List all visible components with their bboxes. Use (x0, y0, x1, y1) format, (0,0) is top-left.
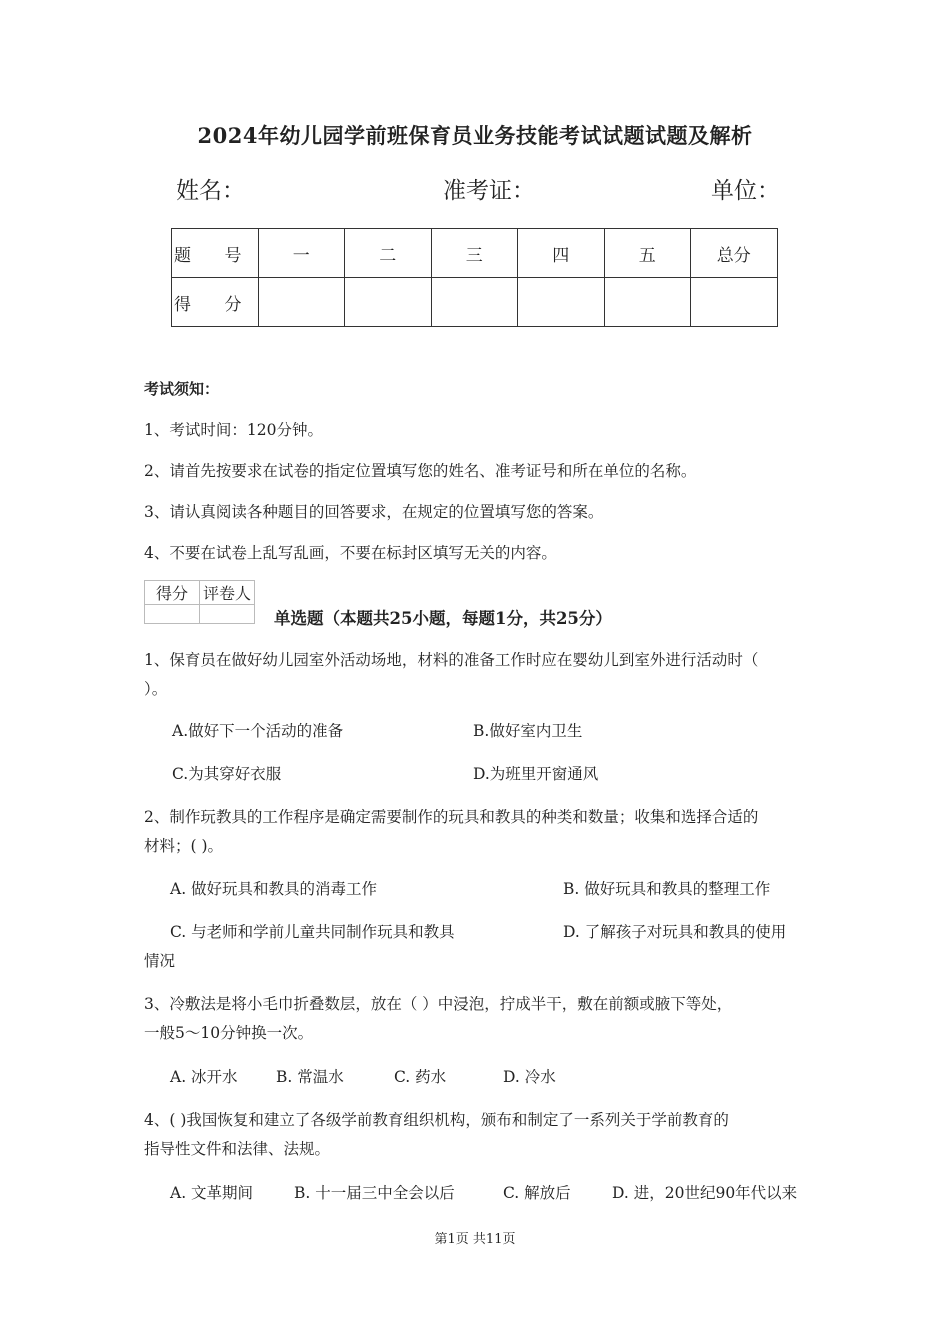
page-title: 2024年幼儿园学前班保育员业务技能考试试题试题及解析 (197, 123, 753, 148)
notice-item: 1、考试时间：120分钟。 (144, 421, 323, 439)
option-c: C. 解放后 (503, 1184, 571, 1202)
option-b: B. 常温水 (276, 1068, 344, 1086)
score-cell (431, 278, 518, 327)
section-title: 单选题（本题共25小题，每题1分，共25分） (274, 609, 612, 628)
question-text: 指导性文件和法律、法规。 (144, 1140, 331, 1158)
option-a: A. 冰开水 (170, 1068, 238, 1086)
option-d-continuation: 情况 (144, 952, 176, 970)
question-text: ）。 (144, 680, 168, 698)
question-text: 材料；( )。 (144, 837, 224, 855)
score-cell (258, 278, 345, 327)
question-text: 一般5～10分钟换一次。 (144, 1024, 314, 1042)
option-b: B. 十一届三中全会以后 (294, 1184, 455, 1202)
option-d: D. 了解孩子对玩具和教具的使用 (563, 923, 787, 941)
grader-reviewer-label: 评卷人 (200, 581, 255, 605)
notice-item: 2、请首先按要求在试卷的指定位置填写您的姓名、准考证号和所在单位的名称。 (144, 462, 697, 480)
option-b: B.做好室内卫生 (473, 722, 583, 740)
column-header: 一 (258, 229, 345, 278)
exam-number-field-label: 准考证： (443, 178, 535, 204)
grader-score-label: 得分 (145, 581, 200, 605)
question-text: 3、冷敷法是将小毛巾折叠数层，放在（ ）中浸泡，拧成半干，敷在前额或腋下等处， (144, 995, 733, 1013)
column-header: 二 (345, 229, 432, 278)
question-text: 2、制作玩教具的工作程序是确定需要制作的玩具和教具的种类和数量；收集和选择合适的 (144, 808, 759, 826)
question-text: 4、( )我国恢复和建立了各级学前教育组织机构，颁布和制定了一系列关于学前教育的 (144, 1111, 729, 1129)
option-c: C.为其穿好衣服 (172, 765, 282, 783)
option-a: A. 做好玩具和教具的消毒工作 (170, 880, 378, 898)
column-header: 总分 (691, 229, 778, 278)
column-header: 五 (604, 229, 691, 278)
score-table-header-row (172, 229, 778, 278)
question-number-label: 题 号 (172, 229, 259, 278)
option-a: A. 文革期间 (170, 1184, 254, 1202)
name-field-label: 姓名： (176, 178, 245, 204)
option-d: D. 冷水 (503, 1068, 556, 1086)
score-cell (345, 278, 432, 327)
unit-field-label: 单位： (711, 178, 780, 204)
score-cell (604, 278, 691, 327)
score-table (171, 228, 778, 327)
column-header: 三 (431, 229, 518, 278)
grader-score-cell (145, 605, 200, 624)
column-header: 四 (518, 229, 605, 278)
notice-heading: 考试须知： (144, 380, 220, 398)
option-b: B. 做好玩具和教具的整理工作 (563, 880, 771, 898)
option-c: C. 药水 (394, 1068, 447, 1086)
score-table-score-row (172, 278, 778, 327)
score-label: 得 分 (172, 278, 259, 327)
notice-item: 4、不要在试卷上乱写乱画，不要在标封区填写无关的内容。 (144, 544, 557, 562)
score-cell (691, 278, 778, 327)
grader-table (144, 580, 255, 624)
option-c: C. 与老师和学前儿童共同制作玩具和教具 (170, 923, 455, 941)
grader-reviewer-cell (200, 605, 255, 624)
option-d: D.为班里开窗通风 (473, 765, 599, 783)
question-text: 1、保育员在做好幼儿园室外活动场地，材料的准备工作时应在婴幼儿到室外进行活动时（ (144, 651, 759, 669)
option-a: A.做好下一个活动的准备 (172, 722, 344, 740)
score-cell (518, 278, 605, 327)
notice-item: 3、请认真阅读各种题目的回答要求，在规定的位置填写您的答案。 (144, 503, 604, 521)
option-d: D. 进，20世纪90年代以来 (612, 1184, 798, 1202)
page-footer: 第1页 共11页 (434, 1232, 516, 1247)
